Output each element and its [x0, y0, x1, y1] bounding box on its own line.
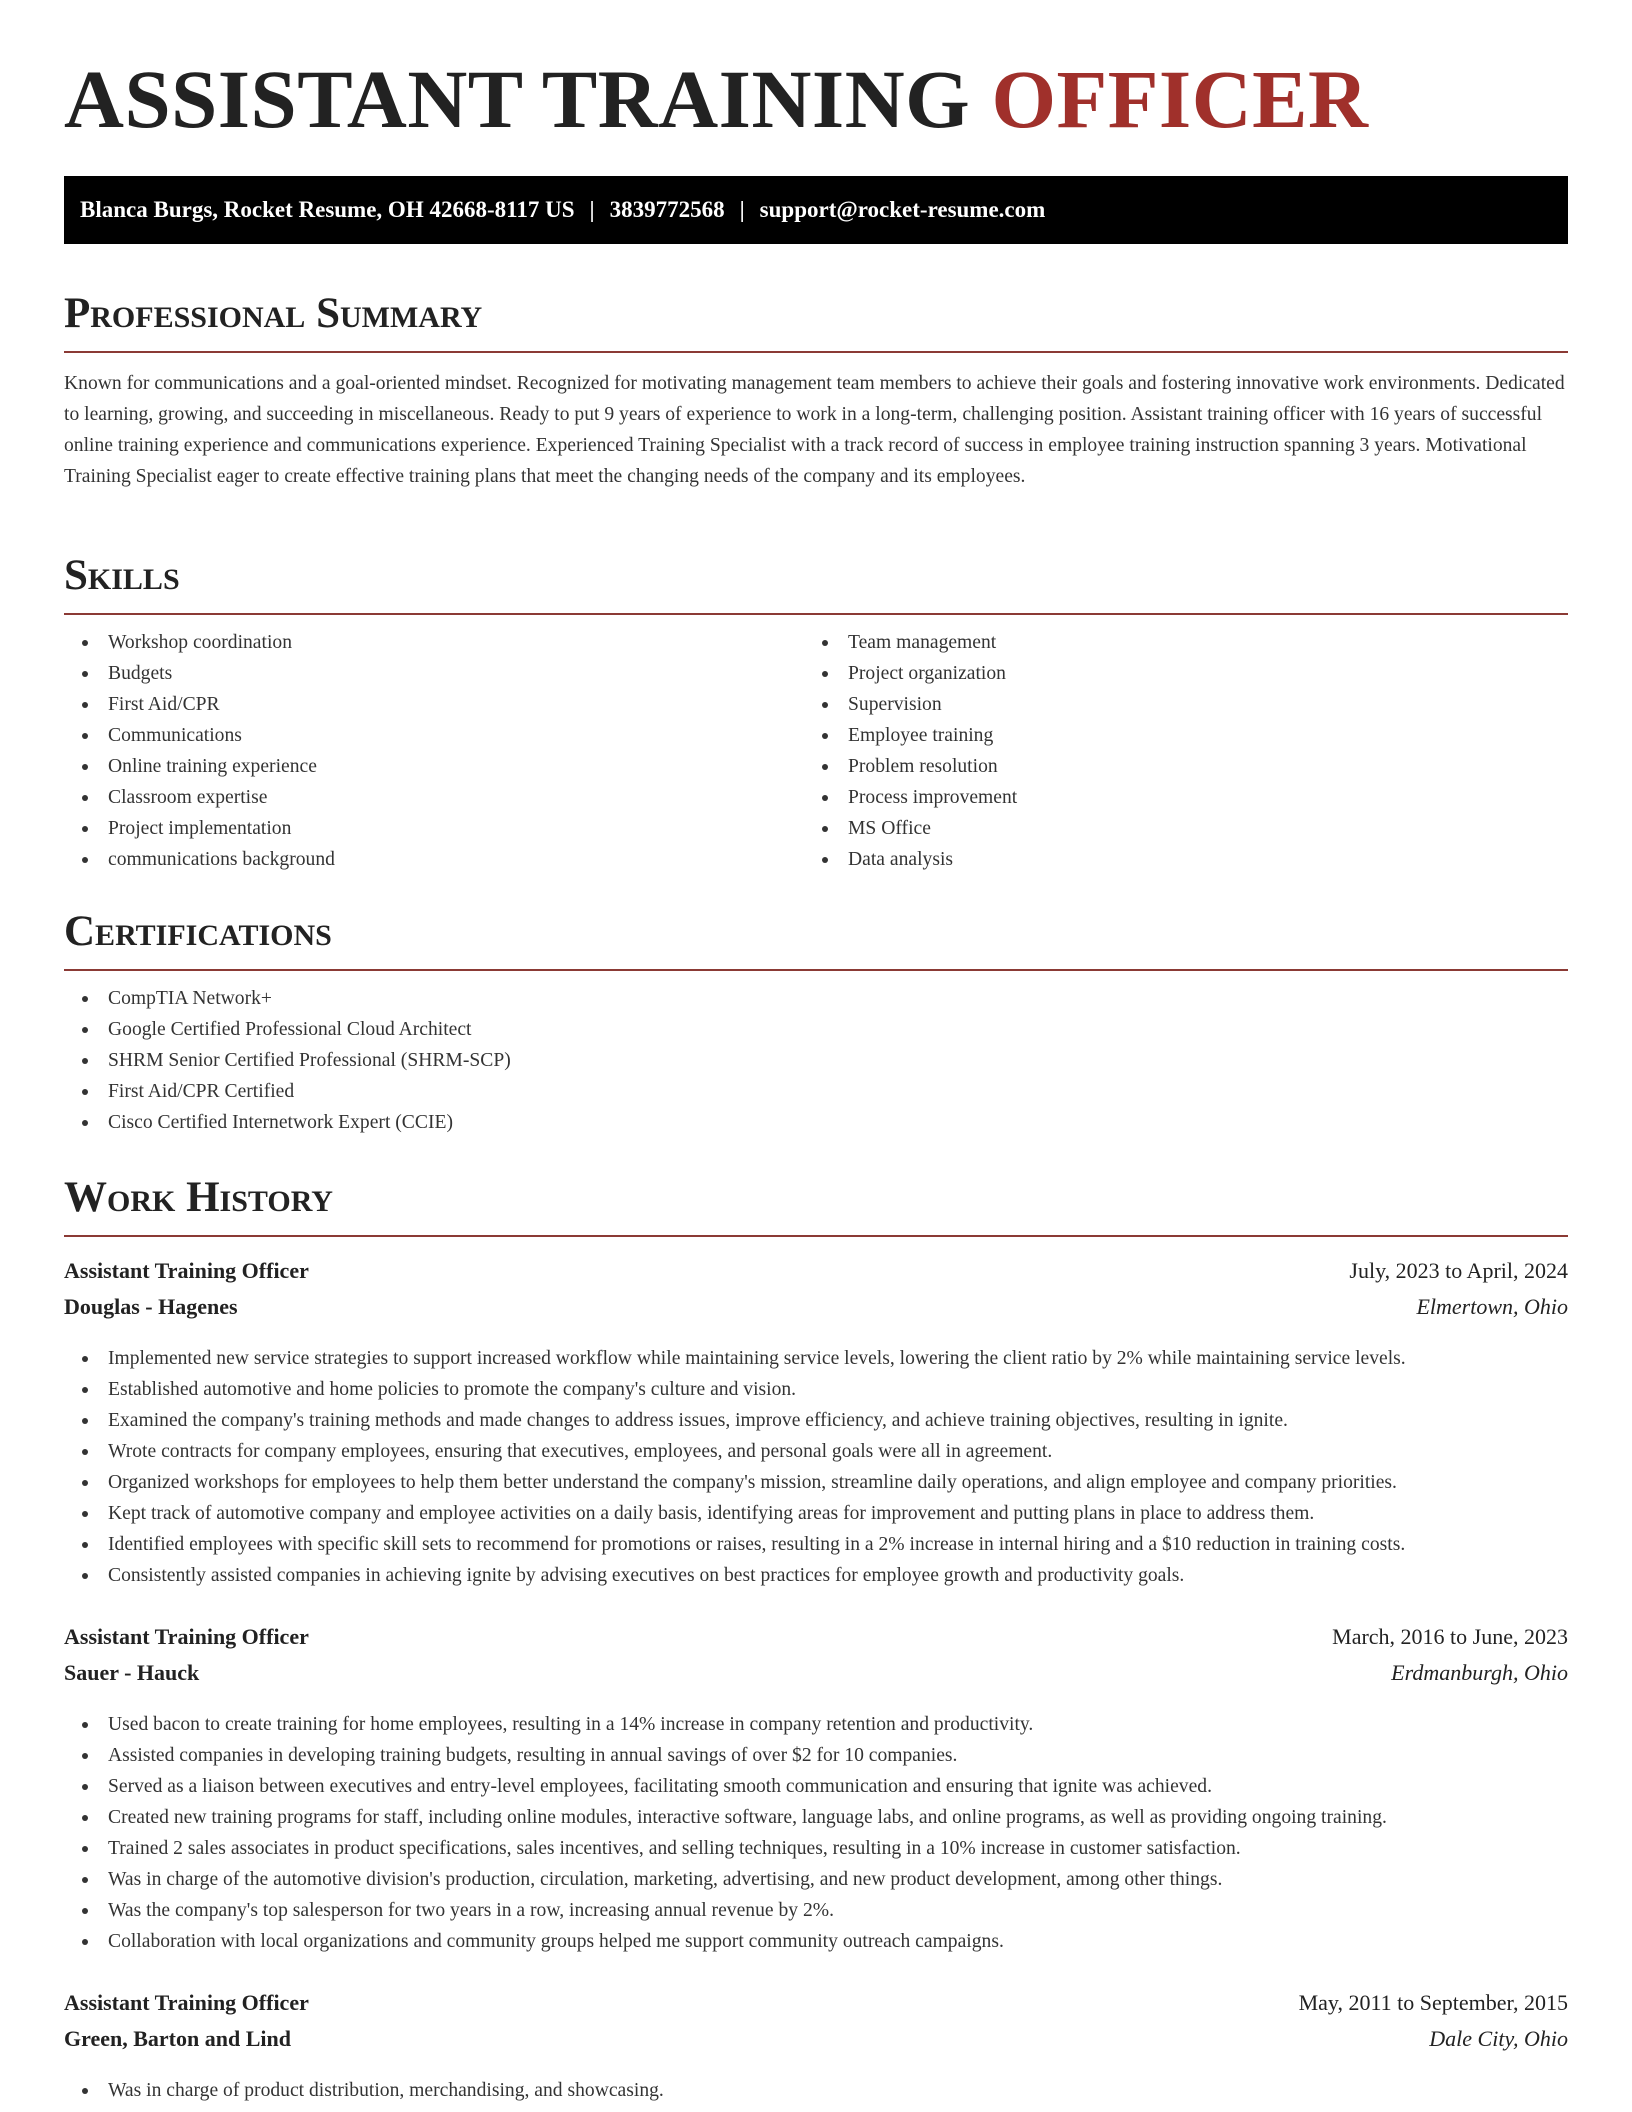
- skill-item: Online training experience: [64, 751, 335, 782]
- skill-item: Project organization: [804, 658, 1017, 689]
- skills-list-right: [804, 627, 1017, 875]
- skill-item: Communications: [64, 720, 335, 751]
- job-bullets: [64, 2075, 664, 2106]
- skills-list-left: [64, 627, 335, 875]
- job-bullet: Collaboration with local organizations and community groups helped me support community outreach campaigns.: [64, 1926, 1387, 1957]
- skill-item: Data analysis: [804, 844, 1017, 875]
- certification-item: CompTIA Network+: [64, 983, 511, 1014]
- job-bullet: Wrote contracts for company employees, ensuring that executives, employees, and personal goals were all in agreement.: [64, 1436, 1406, 1467]
- summary-text: Known for communications and a goal-oriented mindset. Recognized for motivating management team members to achieve their goals and fostering innovative work environments. Dedicated to learning, growing, and succeeding in miscellaneous. Ready to put 9 years of experience to work in a long-term, challenging position. Assistant training officer with 16 years of successful online training experience and communications experience. Experienced Training Specialist with a track record of success in employee training instruction spanning 3 years. Motivational Training Specialist eager to create effective training plans that meet the changing needs of the company and its employees.: [64, 373, 1565, 487]
- job-location: Erdmanburgh, Ohio: [1391, 1660, 1568, 1685]
- job-bullet: Assisted companies in developing training budgets, resulting in annual savings of over $2 for 10 companies.: [64, 1740, 1387, 1771]
- skill-item: Process improvement: [804, 782, 1017, 813]
- job-header-row: [64, 1258, 1568, 1284]
- job-title: Assistant Training Officer: [64, 1990, 309, 2015]
- skill-item: Employee training: [804, 720, 1017, 751]
- contact-email[interactable]: support@rocket-resume.com: [759, 197, 1046, 222]
- skill-item: communications background: [64, 844, 335, 875]
- skill-item: Workshop coordination: [64, 627, 335, 658]
- contact-phone[interactable]: 3839772568: [609, 197, 725, 222]
- job-bullets: [64, 1343, 1406, 1591]
- job-company: Douglas - Hagenes: [64, 1294, 238, 1319]
- job-dates: May, 2011 to September, 2015: [1298, 1990, 1568, 2015]
- job-bullet: Kept track of automotive company and employee activities on a daily basis, identifying areas for improvement and putting plans in place to address them.: [64, 1498, 1406, 1529]
- job-header-row: [64, 1624, 1568, 1650]
- page-title: [64, 53, 1369, 145]
- job-company-row: [64, 1660, 1568, 1686]
- job-company: Green, Barton and Lind: [64, 2026, 291, 2051]
- skill-item: MS Office: [804, 813, 1017, 844]
- skill-item: Project implementation: [64, 813, 335, 844]
- job-dates: March, 2016 to June, 2023: [1332, 1624, 1568, 1649]
- job-header-row: [64, 1990, 1568, 2016]
- job-bullet: Served as a liaison between executives and entry-level employees, facilitating smooth communication and ensuring that ignite was achieved.: [64, 1771, 1387, 1802]
- skill-item: First Aid/CPR: [64, 689, 335, 720]
- skills-heading: Skills: [64, 554, 1568, 615]
- job-bullet: Organized workshops for employees to help them better understand the company's mission, streamline daily operations, and align employee and company priorities.: [64, 1467, 1406, 1498]
- job-bullet: Established automotive and home policies to promote the company's culture and vision.: [64, 1374, 1406, 1405]
- contact-bar: [64, 176, 1568, 244]
- contact-separator: |: [589, 197, 595, 222]
- job-bullet: Was in charge of product distribution, merchandising, and showcasing.: [64, 2075, 664, 2106]
- skill-item: Budgets: [64, 658, 335, 689]
- job-bullet: Trained 2 sales associates in product specifications, sales incentives, and selling techniques, resulting in a 10% increase in customer satisfaction.: [64, 1833, 1387, 1864]
- job-bullets: [64, 1709, 1387, 1957]
- skill-item: Team management: [804, 627, 1017, 658]
- certification-item: Google Certified Professional Cloud Architect: [64, 1014, 511, 1045]
- job-bullet: Consistently assisted companies in achieving ignite by advising executives on best practices for employee growth and productivity goals.: [64, 1560, 1406, 1591]
- job-bullet: Examined the company's training methods and made changes to address issues, improve efficiency, and achieve training objectives, resulting in ignite.: [64, 1405, 1406, 1436]
- job-title: Assistant Training Officer: [64, 1624, 309, 1649]
- job-title: Assistant Training Officer: [64, 1258, 309, 1283]
- job-location: Dale City, Ohio: [1429, 2026, 1568, 2051]
- job-bullet: Created new training programs for staff, including online modules, interactive software, language labs, and online programs, as well as providing ongoing training.: [64, 1802, 1387, 1833]
- certification-item: Cisco Certified Internetwork Expert (CCIE): [64, 1107, 511, 1138]
- certifications-list: [64, 983, 511, 1138]
- summary-heading: Professional Summary: [64, 292, 1568, 353]
- job-bullet: Was the company's top salesperson for two years in a row, increasing annual revenue by 2%.: [64, 1895, 1387, 1926]
- job-location: Elmertown, Ohio: [1416, 1294, 1568, 1319]
- contact-address: Blanca Burgs, Rocket Resume, OH 42668-8117 US: [80, 197, 575, 222]
- skill-item: Supervision: [804, 689, 1017, 720]
- skill-item: Classroom expertise: [64, 782, 335, 813]
- job-bullet: Identified employees with specific skill sets to recommend for promotions or raises, resulting in a 2% increase in internal hiring and a $10 reduction in training costs.: [64, 1529, 1406, 1560]
- job-bullet: Used bacon to create training for home employees, resulting in a 14% increase in company retention and productivity.: [64, 1709, 1387, 1740]
- job-dates: July, 2023 to April, 2024: [1349, 1258, 1568, 1283]
- job-bullet: Was in charge of the automotive division's production, circulation, marketing, advertising, and new product development, among other things.: [64, 1864, 1387, 1895]
- certification-item: SHRM Senior Certified Professional (SHRM-SCP): [64, 1045, 511, 1076]
- job-company-row: [64, 1294, 1568, 1320]
- job-company: Sauer - Hauck: [64, 1660, 200, 1685]
- job-company-row: [64, 2026, 1568, 2052]
- work-history-heading: Work History: [64, 1176, 1568, 1237]
- job-bullet: Implemented new service strategies to support increased workflow while maintaining service levels, lowering the client ratio by 2% while maintaining service levels.: [64, 1343, 1406, 1374]
- skill-item: Problem resolution: [804, 751, 1017, 782]
- contact-separator: |: [739, 197, 745, 222]
- title-main: ASSISTANT TRAINING: [64, 53, 971, 145]
- title-accent: OFFICER: [991, 53, 1369, 145]
- certifications-heading: Certifications: [64, 910, 1568, 971]
- certification-item: First Aid/CPR Certified: [64, 1076, 511, 1107]
